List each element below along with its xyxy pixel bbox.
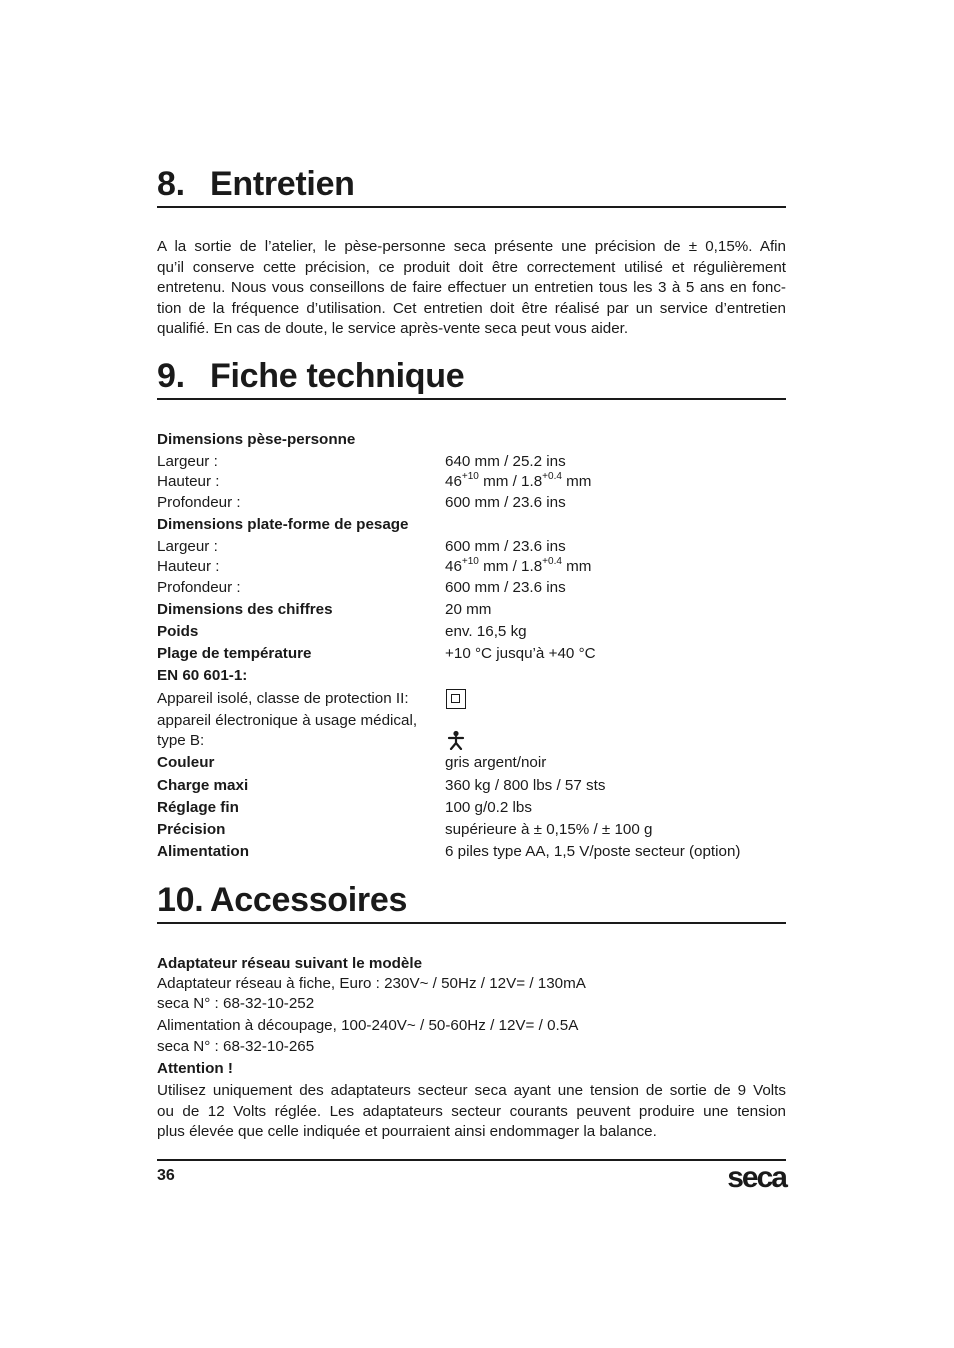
accessory-heading: Adaptateur réseau suivant le modèle [157, 955, 423, 972]
section-10-title: Accessoires [210, 881, 408, 919]
warning-line: ou de 12 Volts réglée. Les adaptateurs secteur courants peuvent produire une tension [157, 1102, 786, 1120]
spec-value [445, 472, 591, 492]
warning-paragraph [157, 1081, 786, 1143]
spec-row [157, 578, 786, 598]
value-part: 46 [445, 473, 462, 490]
spec-value: 20 mm [445, 601, 492, 618]
spec-row [157, 689, 786, 709]
spec-value: 600 mm / 23.6 ins [445, 494, 566, 511]
spec-value: 600 mm / 23.6 ins [445, 538, 566, 555]
page-number: 36 [157, 1167, 175, 1184]
type-b-person-icon [447, 730, 465, 750]
spec-value: 640 mm / 25.2 ins [445, 453, 566, 470]
section-9-title: Fiche technique [210, 357, 465, 395]
value-part: 46 [445, 558, 462, 575]
accessory-ref: seca N° : 68-32-10-252 [157, 995, 315, 1012]
spec-value: +10 °C jusqu’à +40 °C [445, 645, 596, 662]
spec-value: 6 piles type AA, 1,5 V/poste secteur (option) [445, 843, 741, 860]
value-part: mm / 1.8 [478, 558, 543, 575]
spec-label: Largeur : [157, 453, 218, 470]
spec-value: supérieure à ± 0,15% / ± 100 g [445, 821, 653, 838]
spec-label: Profondeur : [157, 494, 241, 511]
section-8-line: qu’il conserve cette précision, ce produit doit être correctement utilisé et régulièrement [157, 258, 786, 276]
spec-row [157, 842, 786, 862]
section-8-line: entretenu. Nous vous conseillons de faire effectuer un entretien tous les 3 à 5 ans en fonc- [157, 279, 786, 296]
spec-row [157, 472, 786, 492]
spec-value: 100 g/0.2 lbs [445, 799, 532, 816]
warning-line: plus élevée que celle indiquée et pourraient ainsi endommager la balance. [157, 1123, 657, 1140]
spec-label: Charge maxi [157, 777, 249, 794]
value-superscript: +0.4 [542, 555, 562, 567]
spec-group-heading [157, 515, 786, 535]
spec-label: Dimensions des chiffres [157, 601, 333, 618]
value-superscript: +0.4 [542, 470, 562, 482]
spec-label: Hauteur : [157, 473, 220, 490]
spec-value: gris argent/noir [445, 754, 547, 771]
spec-row [157, 537, 786, 557]
section-8-line: tion de la fréquence d’utilisation. Cet entretien doit être réalisé par un service d’entretien [157, 299, 786, 317]
section-9-number: 9. [157, 357, 185, 395]
section-8-paragraph [157, 237, 786, 340]
accessory-line: Alimentation à découpage, 100-240V~ / 50-60Hz / 12V= / 0.5A [157, 1017, 579, 1034]
spec-label: Précision [157, 821, 226, 838]
section-8-line: qualifié. En cas de doute, le service après-vente seca peut vous aider. [157, 320, 629, 337]
spec-group-heading [157, 666, 786, 686]
spec-row [157, 820, 786, 840]
spec-value: 600 mm / 23.6 ins [445, 579, 566, 596]
spec-row [157, 711, 786, 731]
spec-row [157, 452, 786, 472]
spec-label: Alimentation [157, 843, 249, 860]
footer-rule [157, 1159, 786, 1161]
spec-row [157, 776, 786, 796]
spec-group-label: EN 60 601-1: [157, 667, 248, 684]
seca-logo: seca [727, 1161, 786, 1194]
spec-row [157, 798, 786, 818]
spec-row [157, 557, 786, 577]
spec-label: Profondeur : [157, 579, 241, 596]
value-part: mm [561, 473, 592, 490]
section-8-line: A la sortie de l’atelier, le pèse-personne seca présente une précision de ± 0,15%. Afin [157, 238, 786, 255]
spec-row [157, 731, 786, 751]
spec-group-label: Dimensions pèse-personne [157, 431, 356, 448]
spec-group-label: Dimensions plate-forme de pesage [157, 516, 409, 533]
section-10-heading [157, 880, 786, 924]
spec-value: 360 kg / 800 lbs / 57 sts [445, 777, 606, 794]
warning-line: Utilisez uniquement des adaptateurs secteur seca ayant une tension de sortie de 9 Volts [157, 1082, 786, 1099]
spec-value [445, 557, 591, 577]
spec-label: Couleur [157, 754, 215, 771]
accessory-line: Adaptateur réseau à fiche, Euro : 230V~ / 50Hz / 12V= / 130mA [157, 975, 586, 992]
spec-label: Largeur : [157, 538, 218, 555]
section-8-number: 8. [157, 165, 185, 203]
spec-label: Hauteur : [157, 558, 220, 575]
value-superscript: +10 [461, 470, 479, 482]
spec-label: Réglage fin [157, 799, 239, 816]
section-8-title: Entretien [210, 165, 355, 203]
section-8-heading [157, 164, 786, 208]
spec-label: appareil électronique à usage médical, [157, 712, 418, 729]
spec-label: Appareil isolé, classe de protection II: [157, 690, 409, 707]
spec-row [157, 600, 786, 620]
value-part: mm / 1.8 [478, 473, 543, 490]
spec-label: type B: [157, 732, 205, 749]
spec-label: Poids [157, 623, 199, 640]
spec-row [157, 753, 786, 773]
spec-group-heading [157, 430, 786, 450]
section-10-number: 10. [157, 881, 204, 919]
spec-row [157, 622, 786, 642]
spec-row [157, 644, 786, 664]
attention-heading: Attention ! [157, 1060, 233, 1077]
value-part: mm [561, 558, 592, 575]
spec-label: Plage de température [157, 645, 312, 662]
double-square-class-ii-icon [446, 689, 466, 709]
accessory-ref: seca N° : 68-32-10-265 [157, 1038, 315, 1055]
spec-row [157, 493, 786, 513]
section-9-heading [157, 356, 786, 400]
value-superscript: +10 [461, 555, 479, 567]
spec-value: env. 16,5 kg [445, 623, 527, 640]
